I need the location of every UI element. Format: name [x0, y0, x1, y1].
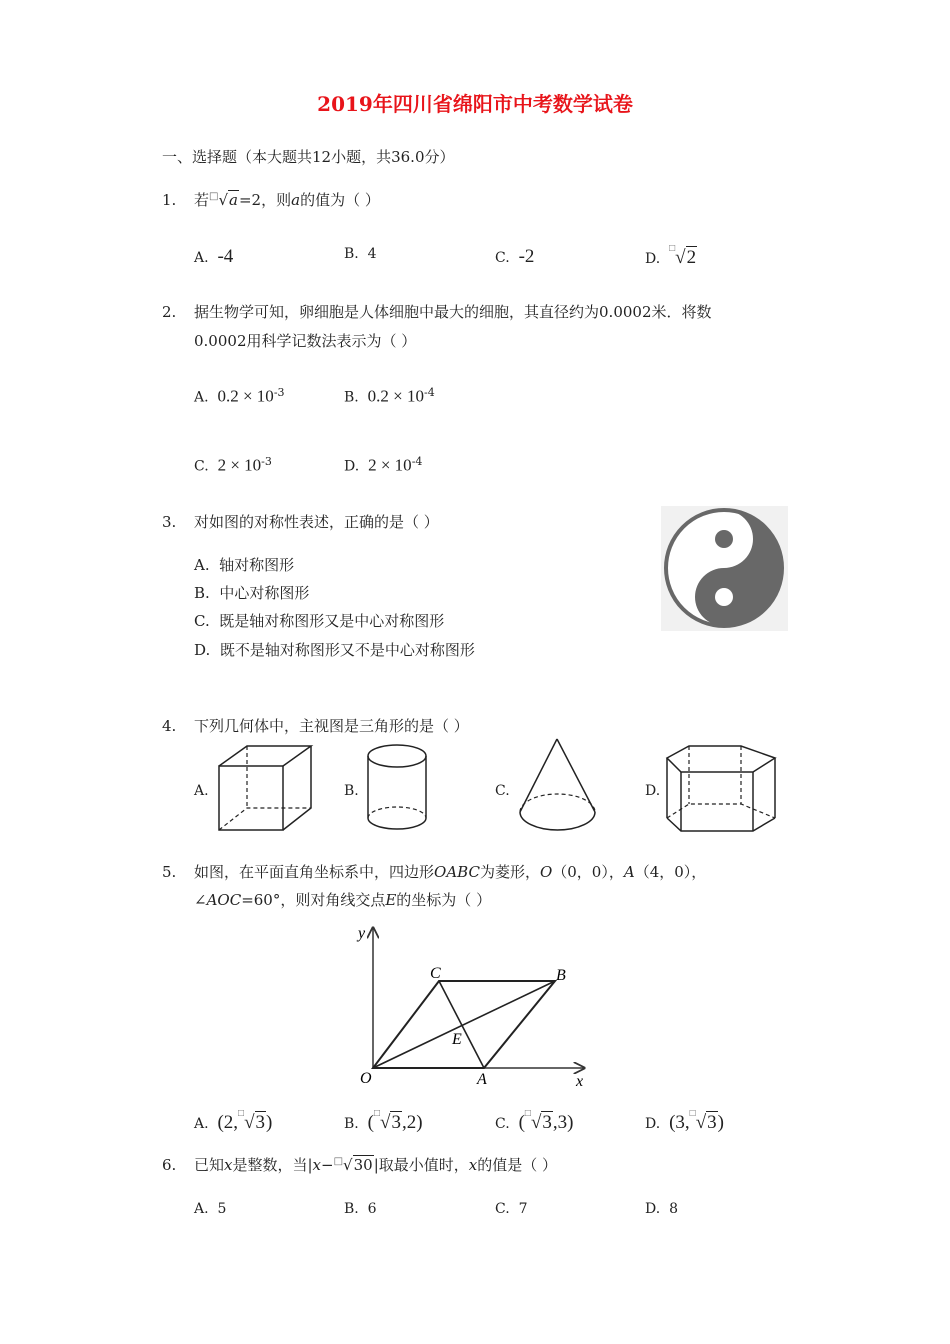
option-c[interactable]: C. $2 \times 10^{-3}$: [194, 455, 272, 475]
option-c[interactable]: C.: [495, 783, 510, 799]
section-heading: 一、选择题（本大题共12小题，共36.0分）: [162, 148, 455, 166]
option-c[interactable]: C. 既是轴对称图形又是中心对称图形: [194, 612, 445, 630]
question-number: 1.: [162, 191, 177, 209]
label-y: y: [358, 925, 366, 942]
question-number: 4.: [162, 717, 177, 735]
option-d[interactable]: D. (3,□√3): [645, 1108, 724, 1133]
option-b[interactable]: B. 4: [344, 246, 377, 262]
label-a: A: [477, 1071, 487, 1088]
question-stem: 若□√a=2，则a的值为（ ）: [194, 191, 380, 209]
radical: □√a: [209, 191, 238, 209]
option-c[interactable]: C. (□√3,3): [495, 1108, 574, 1133]
option-b[interactable]: B. 6: [344, 1201, 377, 1217]
option-d[interactable]: D. □√2: [645, 243, 697, 268]
question-number: 5.: [162, 863, 177, 881]
label-e: E: [452, 1031, 462, 1048]
option-a[interactable]: A.: [194, 783, 209, 799]
cylinder-figure: [364, 742, 434, 834]
option-b[interactable]: B. (□√3,2): [344, 1108, 423, 1133]
label-c: C: [430, 965, 441, 982]
option-c[interactable]: C. -2: [495, 246, 535, 267]
label-o: O: [360, 1070, 372, 1087]
question-number: 2.: [162, 303, 177, 321]
question-number: 3.: [162, 513, 177, 531]
question-stem: 对如图的对称性表述，正确的是（ ）: [194, 513, 439, 531]
option-a[interactable]: A. 轴对称图形: [194, 556, 295, 574]
question-stem-line-2: ∠AOC=60°，则对角线交点E的坐标为（ ）: [194, 891, 492, 909]
option-b[interactable]: B. $0.2 \times 10^{-4}$: [344, 386, 435, 406]
question-number: 6.: [162, 1156, 177, 1174]
yin-yang-figure: [661, 506, 788, 631]
label-b: B: [556, 967, 566, 984]
hexagonal-prism-figure: [665, 742, 780, 834]
option-c[interactable]: C. 7: [495, 1201, 528, 1217]
question-stem: 已知x是整数，当|x−□√30|取最小值时，x的值是（ ）: [194, 1156, 558, 1174]
rhombus-coordinate-figure: [350, 922, 590, 1092]
page-title: 2019年四川省绵阳市中考数学试卷: [317, 92, 633, 116]
cone-figure: [515, 736, 605, 832]
option-d[interactable]: D. 既不是轴对称图形又不是中心对称图形: [194, 641, 475, 659]
label-x: x: [576, 1073, 584, 1090]
cube-figure: [215, 742, 315, 834]
option-d[interactable]: D. 8: [645, 1201, 679, 1217]
option-d[interactable]: D. $2 \times 10^{-4}$: [344, 455, 423, 475]
option-a[interactable]: A. -4: [194, 246, 234, 267]
question-stem-line-2: 0.0002用科学记数法表示为（ ）: [194, 332, 417, 350]
question-stem: 下列几何体中，主视图是三角形的是（ ）: [194, 717, 469, 735]
option-b[interactable]: B. 中心对称图形: [194, 584, 310, 602]
option-a[interactable]: A. $0.2 \times 10^{-3}$: [194, 386, 285, 406]
question-stem-line-1: 如图，在平面直角坐标系中，四边形OABC为菱形，O（0，0），A（4，0），: [194, 863, 707, 881]
option-b[interactable]: B.: [344, 783, 359, 799]
question-stem-line-1: 据生物学可知，卵细胞是人体细胞中最大的细胞，其直径约为0.0002米．将数: [194, 303, 712, 321]
option-d[interactable]: D.: [645, 783, 661, 799]
option-a[interactable]: A. (2,□√3): [194, 1108, 273, 1133]
option-a[interactable]: A. 5: [194, 1201, 227, 1217]
